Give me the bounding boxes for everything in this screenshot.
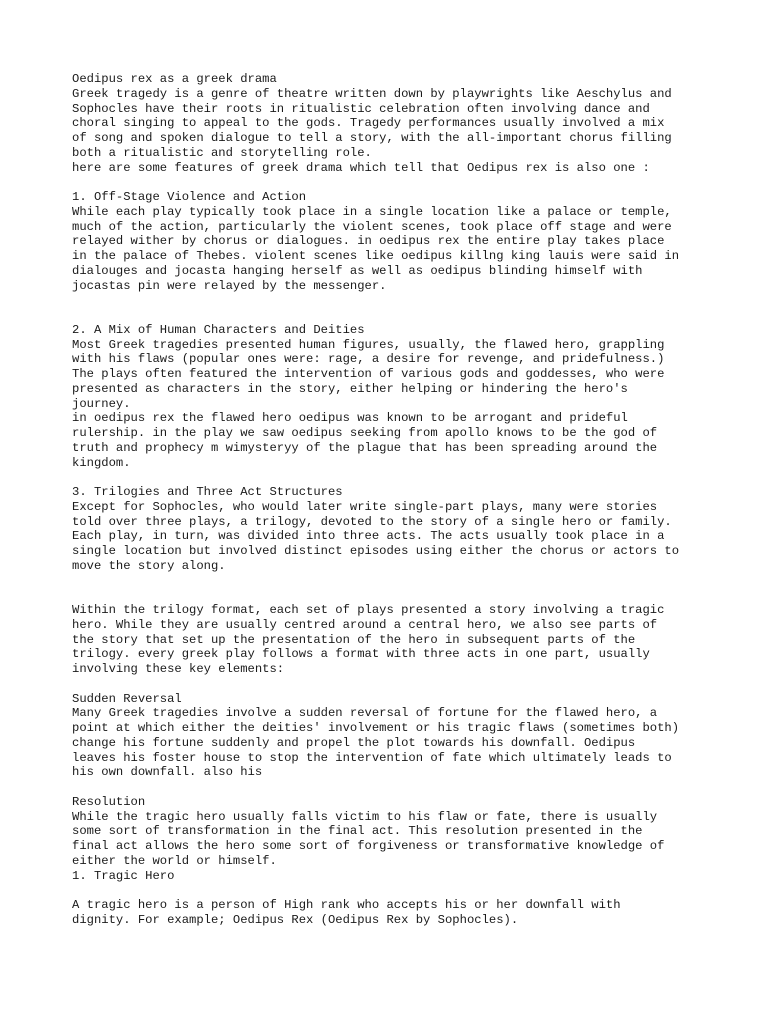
text-line: hero. While they are usually centred around a central hero, we also see parts of — [72, 617, 658, 632]
text-line: final act allows the hero some sort of forgiveness or transformative knowledge of — [72, 839, 665, 853]
text-line: his own downfall. also his — [72, 765, 263, 780]
text-line: here are some features of greek drama which tell that Oedipus rex is also one : — [72, 160, 650, 175]
document-page — [72, 72, 712, 928]
text-line: The plays often featured the intervention of various gods and goddesses, who were — [72, 367, 665, 381]
text-line: the story that set up the presentation of the hero in subsequent parts of the — [72, 632, 636, 647]
text-line: 1. Off-Stage Violence and Action — [72, 190, 307, 204]
text-line: Except for Sophocles, who would later write single-part plays, many were stories — [72, 499, 658, 514]
text-line: single location but involved distinct episodes using either the chorus or actors to — [72, 544, 680, 558]
text-line: 2. A Mix of Human Characters and Deities — [72, 322, 365, 337]
text-line: Resolution — [72, 794, 146, 809]
text-line: rulership. in the play we saw oedipus seeking from apollo knows to be the god of — [72, 426, 658, 440]
text-line — [72, 677, 712, 692]
text-line: some sort of transformation in the final act. This resolution presented in the — [72, 824, 643, 839]
text-line: 3. Trilogies and Three Act Structures — [72, 485, 343, 499]
text-line: A tragic hero is a person of High rank who accepts his or her downfall with — [72, 898, 621, 912]
text-line: 1. Tragic Hero — [72, 868, 175, 883]
text-line: with his flaws (popular ones were: rage, a desire for revenge, and pridefulness.) — [72, 352, 665, 367]
text-line: While the tragic hero usually falls victim to his flaw or fate, there is usually — [72, 809, 658, 824]
text-line: change his fortune suddenly and propel the plot towards his downfall. Oedipus — [72, 735, 636, 750]
text-line: trilogy. every greek play follows a format with three acts in one part, usually — [72, 647, 650, 662]
text-line: told over three plays, a trilogy, devoted to the story of a single hero or family. — [72, 514, 672, 529]
text-line: kingdom. — [72, 455, 131, 470]
text-line: Each play, in turn, was divided into three acts. The acts usually took place in a — [72, 529, 665, 544]
text-line: journey. — [72, 396, 131, 411]
text-line: either the world or himself. — [72, 853, 277, 868]
text-line: Within the trilogy format, each set of plays presented a story involving a tragic — [72, 603, 665, 617]
text-line: presented as characters in the story, either helping or hindering the hero's — [72, 381, 628, 396]
text-line: While each play typically took place in a single location like a palace or temple, — [72, 204, 672, 219]
text-line — [72, 293, 712, 308]
text-line: Oedipus rex as a greek drama — [72, 72, 277, 86]
text-line: move the story along. — [72, 558, 226, 573]
text-line — [72, 883, 712, 898]
text-line: in the palace of Thebes. violent scenes like oedipus killng king lauis were said in — [72, 249, 680, 263]
text-line: Greek tragedy is a genre of theatre written down by playwrights like Aeschylus and — [72, 86, 672, 101]
text-line: relayed wither by chorus or dialogues. in oedipus rex the entire play takes place — [72, 234, 665, 249]
text-line: both a ritualistic and storytelling role. — [72, 145, 372, 160]
text-line: leaves his foster house to stop the intervention of fate which ultimately leads to — [72, 750, 672, 765]
text-line: Sudden Reversal — [72, 691, 182, 706]
text-line: involving these key elements: — [72, 662, 285, 676]
text-line: truth and prophecy m wimysteryy of the plague that has been spreading around the — [72, 440, 658, 455]
text-line: dialouges and jocasta hanging herself as well as oedipus blinding himself with — [72, 263, 643, 278]
text-line — [72, 308, 712, 323]
text-line: Many Greek tragedies involve a sudden reversal of fortune for the flawed hero, a — [72, 706, 658, 721]
text-line: point at which either the deities' involvement or his tragic flaws (sometimes both) — [72, 721, 680, 735]
text-line: dignity. For example; Oedipus Rex (Oedipus Rex by Sophocles). — [72, 912, 519, 927]
text-line — [72, 574, 712, 589]
text-line: choral singing to appeal to the gods. Tragedy performances usually involved a mix — [72, 116, 665, 131]
text-line: much of the action, particularly the violent scenes, took place off stage and were — [72, 219, 672, 234]
text-line: in oedipus rex the flawed hero oedipus was known to be arrogant and prideful — [72, 411, 628, 426]
text-line: Most Greek tragedies presented human figures, usually, the flawed hero, grappling — [72, 337, 665, 352]
text-line: jocastas pin were relayed by the messenger. — [72, 278, 387, 293]
text-line: Sophocles have their roots in ritualistic celebration often involving dance and — [72, 101, 650, 116]
text-line — [72, 470, 712, 485]
text-line — [72, 588, 712, 603]
text-line: of song and spoken dialogue to tell a story, with the all-important chorus filling — [72, 131, 672, 145]
text-line — [72, 175, 712, 190]
text-line — [72, 780, 712, 795]
